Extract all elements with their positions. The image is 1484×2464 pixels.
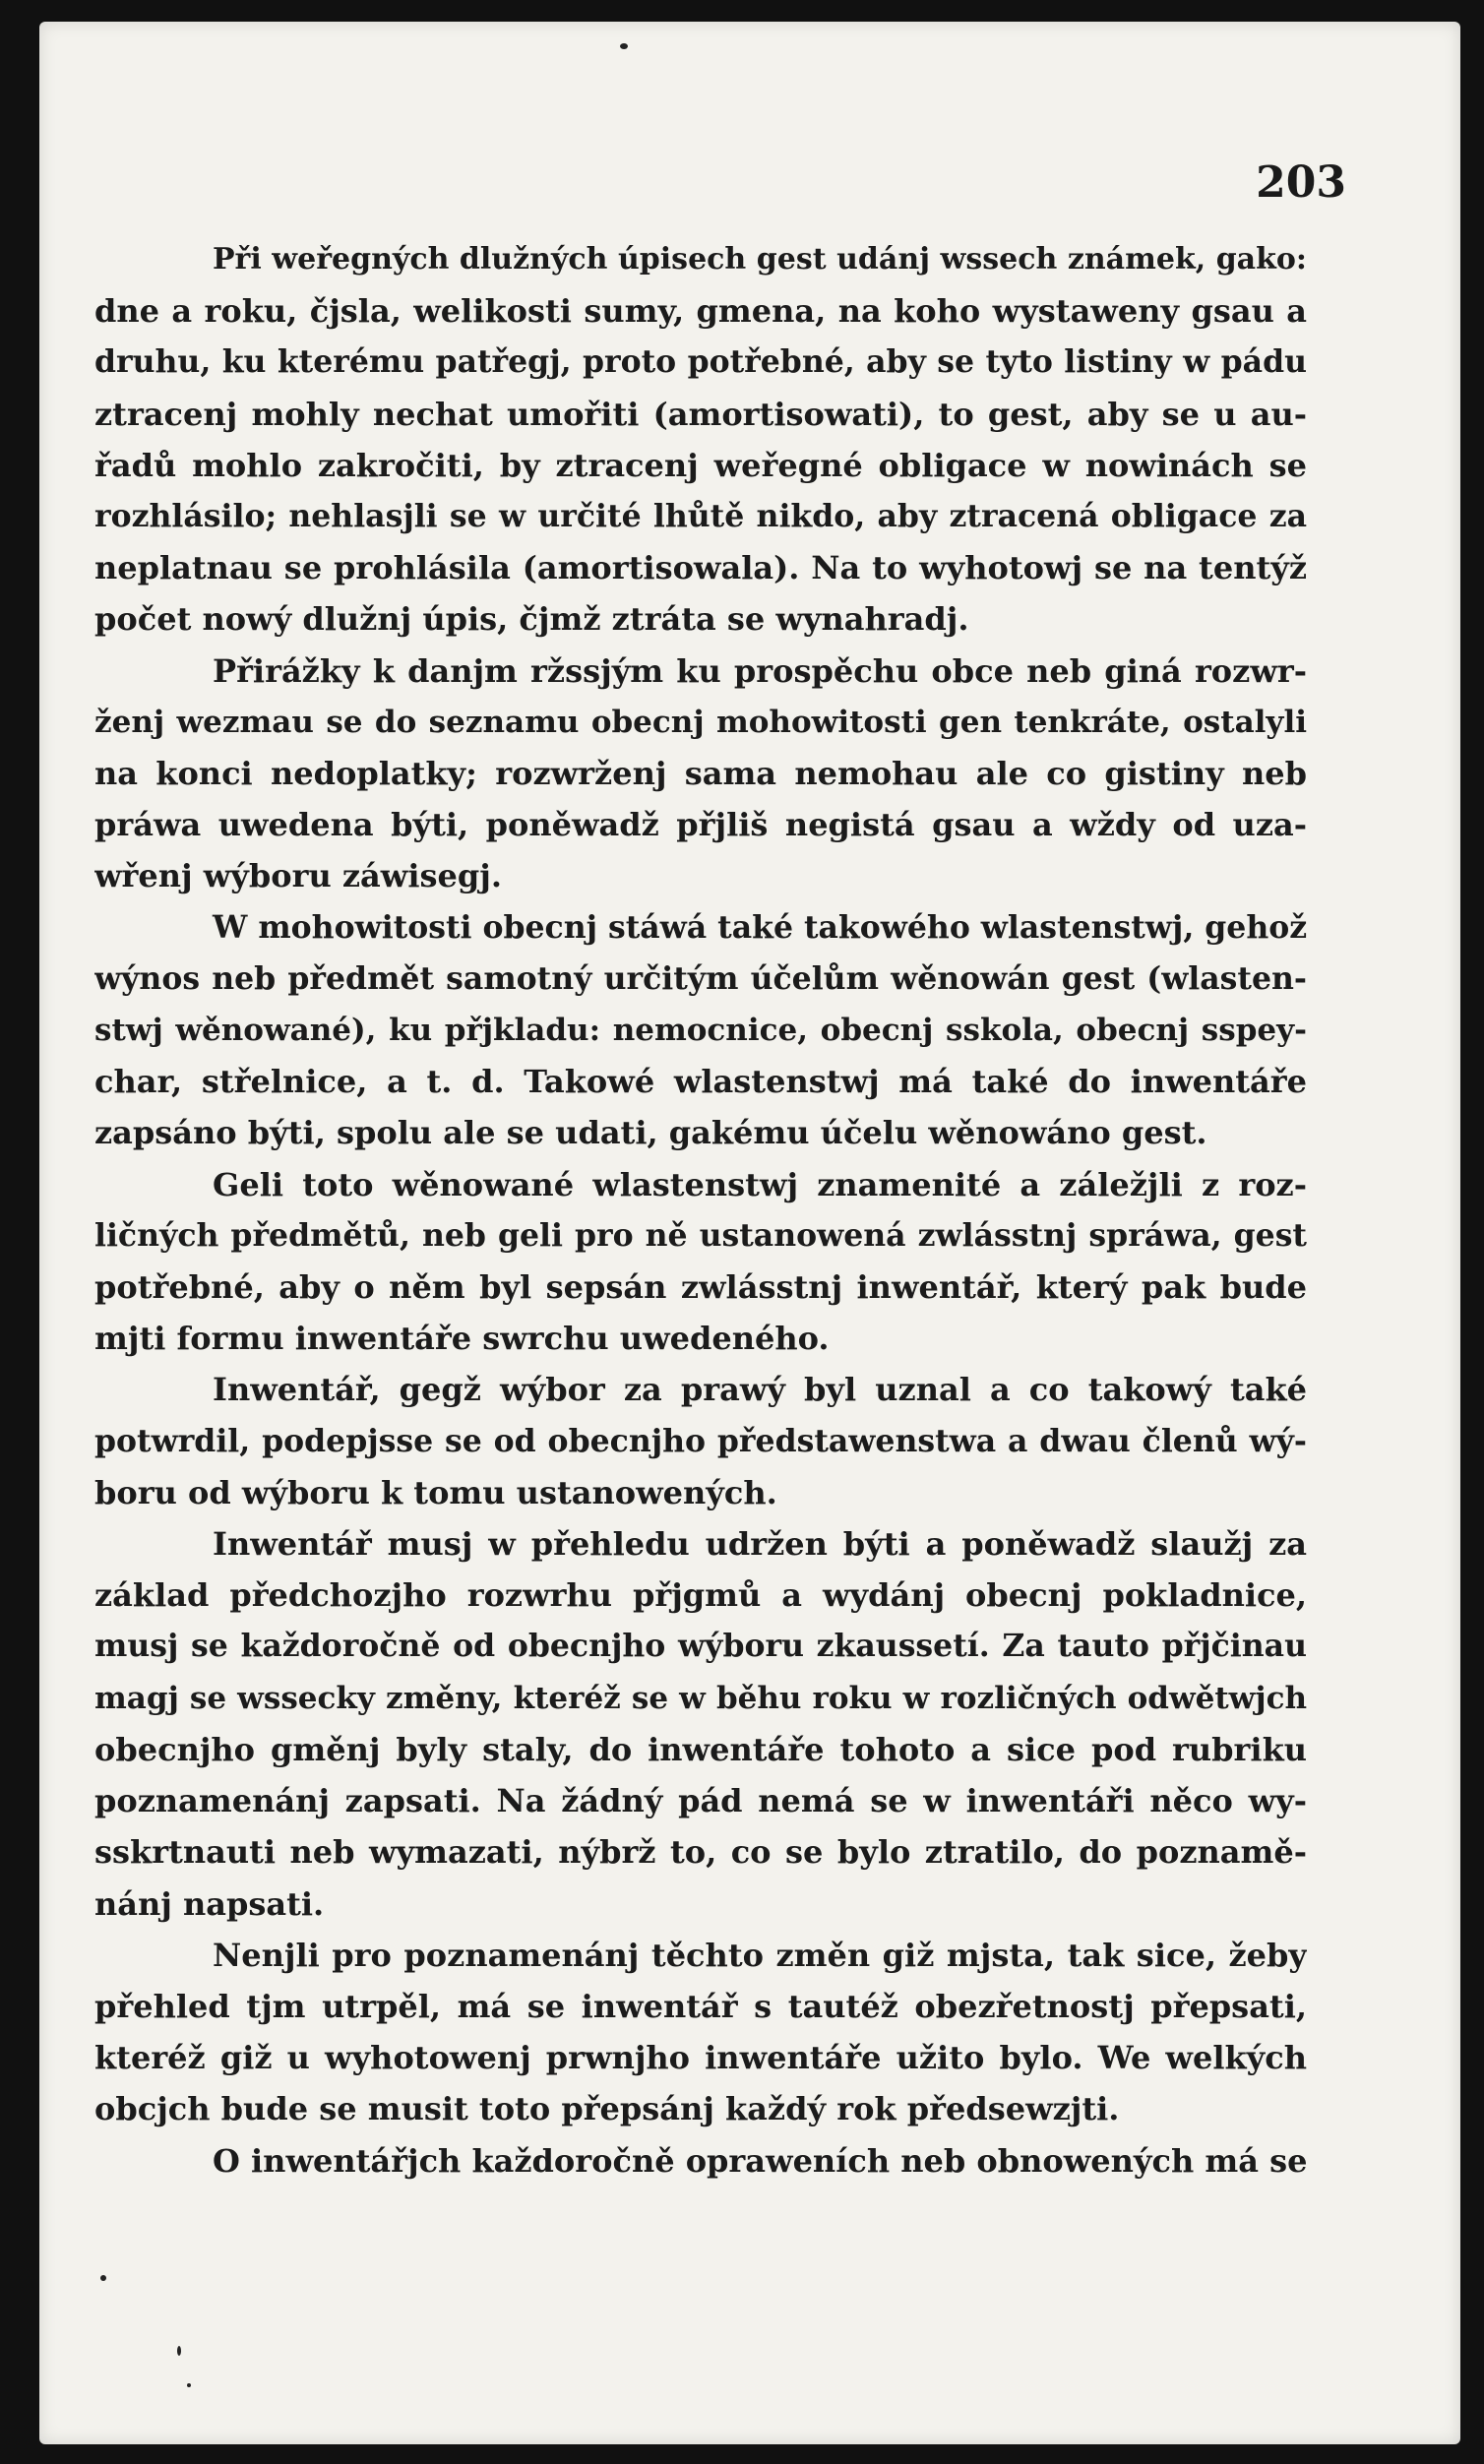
text-line: dne a roku, čjsla, welikosti sumy, gmena, na koho wystaweny gsau a bbox=[94, 292, 1307, 331]
text-line: obecnjho gměnj byly staly, do inwentáře tohoto a sice pod rubriku bbox=[94, 1730, 1307, 1768]
text-line: ženj wezmau se do seznamu obecnj mohowitosti gen tenkráte, ostalyli bbox=[94, 704, 1307, 740]
text-line: práwa uwedena býti, poněwadž přjliš negistá gsau a wždy od uza- bbox=[94, 806, 1307, 844]
text-line: počet nowý dlužnj úpis, čjmž ztráta se wynahradj. bbox=[94, 600, 969, 639]
text-line: obcjch bude se musit toto přepsánj každý rok předsewzjti. bbox=[94, 2090, 1120, 2128]
page-number: 203 bbox=[1256, 157, 1346, 208]
text-line: rozhlásilo; nehlasjli se w určité lhůtě nikdo, aby ztracená obligace za bbox=[94, 498, 1307, 535]
text-line: nánj napsati. bbox=[94, 1884, 325, 1923]
paragraph bbox=[94, 234, 1307, 646]
text-line: potwrdil, podepjsse se od obecnjho předstawenstwa a dwau členů wý- bbox=[94, 1422, 1307, 1459]
text-line: mjti formu inwentáře swrchu uwedeného. bbox=[94, 1320, 830, 1358]
text-line: Nenjli pro poznamenánj těchto změn giž mjsta, tak sice, žeby bbox=[213, 1936, 1307, 1974]
text-line: char, střelnice, a t. d. Takowé wlastenstwj má také do inwentáře bbox=[94, 1063, 1307, 1101]
text-line: základ předchozjho rozwrhu přjgmů a wydánj obecnj pokladnice, bbox=[94, 1576, 1307, 1615]
text-line: sskrtnauti neb wymazati, nýbrž to, co se bylo ztratilo, do poznamě- bbox=[94, 1833, 1307, 1872]
text-line: Přirážky k danjm ržssjým ku prospěchu obce neb giná rozwr- bbox=[213, 651, 1307, 690]
text-line: přehled tjm utrpěl, má se inwentář s tautéž obezřetnostj přepsati, bbox=[94, 1987, 1307, 2025]
text-line: na konci nedoplatky; rozwrženj sama nemohau ale co gistiny neb bbox=[94, 755, 1307, 793]
text-line: wýnos neb předmět samotný určitým účelům wěnowán gest (wlasten- bbox=[94, 959, 1307, 997]
paragraph bbox=[94, 2135, 1307, 2187]
text-line: Geli toto wěnowané wlastenstwj znamenité a záležjli z roz- bbox=[213, 1165, 1307, 1203]
paragraph bbox=[94, 1930, 1307, 2135]
ink-speck bbox=[620, 43, 628, 49]
text-line: druhu, ku kterému patřegj, proto potřebné, aby se tyto listiny w pádu bbox=[94, 343, 1307, 381]
text-line: stwj wěnowané), ku přjkladu: nemocnice, obecnj sskola, obecnj sspey- bbox=[94, 1013, 1307, 1049]
document-page bbox=[39, 22, 1460, 2444]
text-line: W mohowitosti obecnj stáwá také takowého wlastenstwj, gehož bbox=[213, 908, 1307, 946]
text-line: neplatnau se prohlásila (amortisowala). Na to wyhotowj se na tentýž bbox=[94, 549, 1307, 587]
text-line: kteréž giž u wyhotowenj prwnjho inwentáře užito bylo. We welkých bbox=[94, 2039, 1307, 2077]
text-line: magj se wssecky změny, kteréž se w běhu roku w rozličných odwětwjch bbox=[94, 1680, 1307, 1716]
paragraph bbox=[94, 1364, 1307, 1518]
paragraph bbox=[94, 902, 1307, 1159]
text-line: zapsáno býti, spolu ale se udati, gakému účelu wěnowáno gest. bbox=[94, 1114, 1207, 1152]
paragraph bbox=[94, 646, 1307, 902]
text-line: Inwentář musj w přehledu udržen býti a poněwadž slaužj za bbox=[213, 1525, 1307, 1564]
ink-speck bbox=[100, 2275, 106, 2281]
text-line: O inwentářjch každoročně opraweních neb obnowených má se bbox=[213, 2141, 1307, 2180]
ink-speck bbox=[177, 2346, 181, 2356]
paragraph bbox=[94, 1518, 1307, 1930]
text-line: Inwentář, gegž wýbor za prawý byl uznal a co takowý také bbox=[213, 1371, 1307, 1409]
body-text bbox=[94, 234, 1307, 2187]
text-line: ztracenj mohly nechat umořiti (amortisowati), to gest, aby se u au- bbox=[94, 395, 1307, 433]
text-line: poznamenánj zapsati. Na žádný pád nemá se w inwentáři něco wy- bbox=[94, 1782, 1307, 1820]
ink-speck bbox=[187, 2383, 191, 2387]
paragraph bbox=[94, 1159, 1307, 1365]
text-line: ličných předmětů, neb geli pro ně ustanowená zwlásstnj spráwa, gest bbox=[94, 1216, 1307, 1254]
text-line: musj se každoročně od obecnjho wýboru zkaussetí. Za tauto přjčinau bbox=[94, 1628, 1307, 1665]
text-line: wřenj wýboru záwisegj. bbox=[94, 857, 502, 895]
text-line: řadů mohlo zakročiti, by ztracenj weřegné obligace w nowinách se bbox=[94, 446, 1307, 484]
text-line: boru od wýboru k tomu ustanowených. bbox=[94, 1473, 777, 1511]
text-line: Při weřegných dlužných úpisech gest udánj wssech známek, gako: bbox=[213, 242, 1307, 277]
text-line: potřebné, aby o něm byl sepsán zwlásstnj inwentář, který pak bude bbox=[94, 1268, 1307, 1307]
